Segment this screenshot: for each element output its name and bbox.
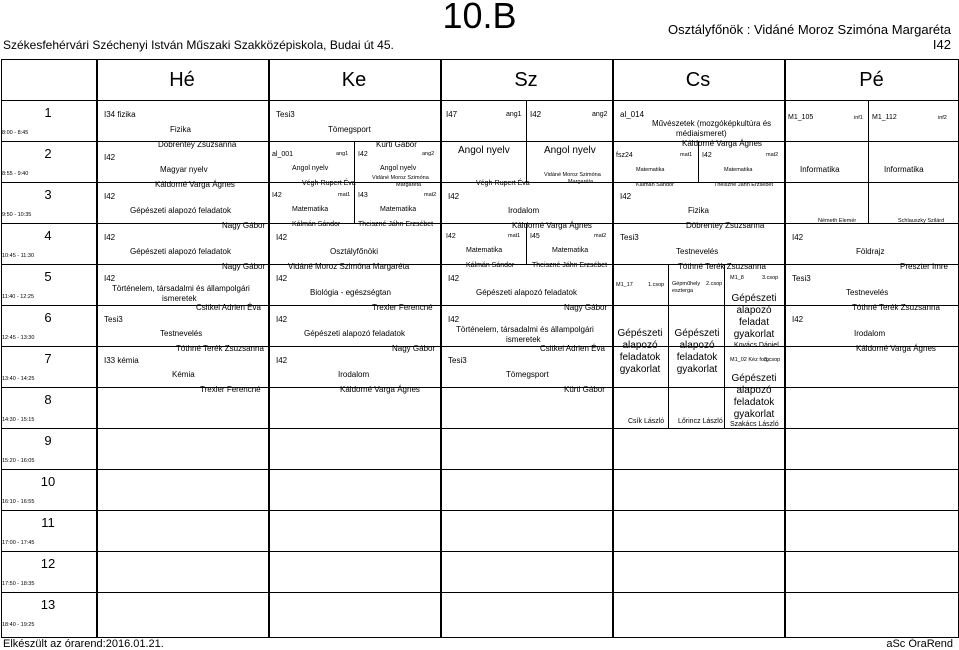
day-header-monday: Hé: [169, 69, 195, 91]
teacher: Trexler Ferencné: [372, 303, 433, 312]
room: I42: [448, 192, 460, 201]
teacher: Végh-Rupert Éva: [302, 180, 356, 187]
period-time: 13:40 - 14:25: [2, 376, 35, 382]
room: I47: [446, 110, 458, 119]
subject: ismeretek: [162, 294, 197, 303]
room: I42: [104, 233, 116, 242]
subject: Gépészeti alapozó feladatok: [130, 206, 231, 215]
teacher: Nagy Gábor: [222, 221, 266, 230]
teacher: Kálmán Sándor: [636, 182, 674, 188]
room: I45: [530, 233, 540, 240]
room: M1_17: [616, 282, 633, 288]
room: esztergа: [672, 288, 694, 294]
teacher: Kálmán Sándor: [466, 262, 515, 269]
subject: Angol nyelv: [292, 165, 329, 172]
teacher: Vidáné Moroz Szimóna: [372, 175, 429, 181]
period-time: 18:40 - 19:25: [2, 622, 35, 628]
period-time: 9:50 - 10:35: [2, 212, 32, 218]
group: mat1: [680, 152, 693, 158]
subject: Földrajz: [856, 247, 885, 256]
subject-line: alapozó: [736, 305, 772, 316]
room: I42: [276, 315, 288, 324]
subject: ismeretek: [506, 335, 541, 344]
subject: Történelem, társadalmi és állampolgári: [112, 284, 250, 293]
room: M1_112: [872, 114, 897, 121]
subject: médiaismeret): [676, 129, 727, 138]
period-time: 17:00 - 17:45: [2, 540, 35, 546]
group: inf1: [854, 115, 863, 121]
subject: Testnevelés: [676, 247, 719, 256]
group: mat1: [508, 233, 521, 239]
teacher: Csitkei Adrien Éva: [540, 344, 605, 353]
group: ang1: [506, 111, 522, 118]
subject: Matematika: [552, 247, 589, 254]
teacher: Preszter Imre: [900, 262, 949, 271]
grid-line: [1, 592, 958, 593]
subject-line: feladatok: [733, 397, 775, 408]
grid-line: [1, 428, 958, 429]
school-name: Székesfehérvári Széchenyi István Műszaki Szakközépiskola, Budai út 45.: [3, 38, 394, 52]
subject: Gépészeti alapozó feladatok: [130, 247, 231, 256]
period-number: 8: [44, 392, 52, 407]
subject-line: feladatok: [619, 352, 661, 363]
subject-line: Gépészeti: [731, 373, 777, 384]
grid-line: [526, 100, 527, 182]
subject: Történelem, társadalmi és állampolgári: [456, 325, 594, 334]
room: I42: [448, 315, 460, 324]
grid-line: [1, 223, 958, 224]
subject: Testnevelés: [160, 329, 203, 338]
teacher: Theiszné Jáhn Erzsébet: [714, 182, 774, 188]
teacher: Margaréta: [568, 179, 594, 185]
teacher: Nagy Gábor: [392, 344, 436, 353]
period-number: 13: [40, 597, 56, 612]
period-time: 16:10 - 16:55: [2, 499, 35, 505]
subject: Biológia - egészségtan: [310, 288, 391, 297]
group: mat2: [424, 192, 437, 198]
subject: Irodalom: [508, 206, 540, 215]
period-time: 17:50 - 18:35: [2, 581, 35, 587]
group: ang1: [336, 151, 349, 157]
subject-line: gyakorlat: [733, 329, 775, 340]
footer-brand: aSc ÓraRend: [886, 638, 953, 650]
room: I42: [448, 274, 460, 283]
period-time: 8:55 - 9:40: [2, 171, 29, 177]
room: al_001: [272, 151, 294, 158]
period-number: 9: [44, 433, 52, 448]
period-number: 5: [44, 269, 52, 284]
group: mat1: [338, 192, 351, 198]
room: I43: [358, 192, 368, 199]
subject-line: alapozó: [622, 340, 658, 351]
period-time: 8:00 - 8:45: [2, 130, 29, 136]
period-time: 10:45 - 11:30: [2, 253, 35, 259]
period-number: 4: [44, 228, 52, 243]
teacher: Margaréta: [396, 182, 422, 188]
grid-line: [1, 510, 958, 511]
room: I34 fizika: [104, 110, 136, 119]
period-time: 11:40 - 12:25: [2, 294, 35, 300]
subject: Informatika: [884, 165, 924, 174]
room: I33 kémia: [104, 356, 139, 365]
room: Tesi3: [104, 315, 123, 324]
group: 2.csop: [706, 281, 723, 287]
subject-line: gyakorlat: [619, 364, 661, 375]
teacher: Trexler Ferencné: [200, 385, 261, 394]
teacher: Németh Elemér: [818, 218, 857, 224]
period-time: 12:45 - 13:30: [2, 335, 35, 341]
group: mat2: [594, 233, 607, 239]
room: I42: [104, 192, 116, 201]
subject: Kémia: [172, 370, 195, 379]
subject: Angol nyelv: [544, 145, 596, 156]
teacher: Nagy Gábor: [564, 303, 608, 312]
grid-line: [668, 264, 669, 428]
period-number: 12: [40, 556, 56, 571]
subject: Irodalom: [854, 329, 886, 338]
subject-line: gyakorlat: [733, 409, 775, 420]
subject: Magyar nyelv: [160, 165, 208, 174]
teacher: Káldorné Varga Ágnes: [682, 139, 762, 148]
room: I42: [272, 192, 282, 199]
period-number: 6: [44, 310, 52, 325]
subject: Irodalom: [338, 370, 370, 379]
day-header-friday: Pé: [859, 69, 884, 91]
subject: Gépészeti alapozó feladatok: [304, 329, 405, 338]
subject-line: feladatok: [676, 352, 718, 363]
teacher: Vidáné Moroz Szimóna: [544, 172, 601, 178]
grid-line: [868, 100, 869, 223]
subject: Fizika: [688, 206, 709, 215]
teacher: Schlauszky Szilárd: [898, 218, 945, 224]
subject-line: Gépészeti: [674, 328, 720, 339]
group: 3.csop: [764, 357, 781, 363]
room: I42: [104, 274, 116, 283]
day-header-thursday: Cs: [685, 69, 711, 91]
room: Tesi3: [792, 274, 811, 283]
group: inf2: [938, 115, 947, 121]
room: I42: [276, 233, 288, 242]
room: al_014: [620, 110, 645, 119]
period-number: 3: [44, 187, 52, 202]
room: I42: [276, 274, 288, 283]
subject-line: alapozó: [736, 385, 772, 396]
class-room: I42: [932, 37, 951, 52]
footer-created: Elkészült az órarend:2016.01.21.: [3, 638, 164, 650]
period-number: 1: [44, 105, 52, 120]
room: fsz24: [616, 152, 633, 159]
subject: Fizika: [170, 125, 191, 134]
room: I42: [446, 233, 456, 240]
teacher: Theiszné Jáhn Erzsébet: [358, 221, 434, 228]
room: I42: [358, 151, 368, 158]
subject-line: feladat: [738, 317, 770, 328]
group: ang2: [422, 151, 435, 157]
room: I42: [276, 356, 288, 365]
room: I42: [702, 152, 712, 159]
subject: Művészetek (mozgóképkultúra és: [652, 119, 772, 128]
subject: Tömegsport: [328, 125, 371, 134]
room: Tesi3: [620, 233, 639, 242]
room: Tesi3: [448, 356, 467, 365]
subject-line: Gépészeti: [731, 293, 777, 304]
teacher: Káldorné Varga Ágnes: [155, 180, 235, 189]
grid-line: [1, 387, 958, 388]
grid-line: [1, 305, 958, 306]
subject: Informatika: [800, 165, 840, 174]
teacher: Káldorné Varga Ágnes: [856, 344, 936, 353]
grid-line: [1, 141, 958, 142]
period-number: 2: [44, 146, 52, 161]
period-time: 15:20 - 16:05: [2, 458, 35, 464]
room: M1_8: [730, 275, 744, 281]
teacher: Döbrentey Zsuzsanna: [686, 221, 765, 230]
teacher: Szakács László: [730, 421, 779, 428]
subject: Matematika: [466, 247, 503, 254]
room: M1_02 Kéz forg: [730, 357, 769, 363]
teacher: Végh-Rupert Éva: [476, 180, 530, 187]
subject: Matematika: [292, 206, 329, 213]
subject: Osztályfőnöki: [330, 247, 379, 256]
teacher: Döbrentey Zsuzsanna: [158, 140, 237, 149]
subject: Angol nyelv: [380, 165, 417, 172]
teacher: Tóthné Terék Zsuzsanna: [678, 262, 766, 271]
teacher: Káldorné Varga Ágnes: [340, 385, 420, 394]
group: 1.csop: [648, 282, 665, 288]
teacher: Vidáné Moroz Szimóna Margaréta: [288, 262, 410, 271]
room: I42: [104, 153, 116, 162]
teacher: Lőrincz László: [678, 418, 723, 425]
teacher: Tóthné Terék Zsuzsanna: [852, 303, 940, 312]
room: I42: [792, 315, 804, 324]
room: M1_105: [788, 114, 814, 121]
teacher: Káldorné Varga Ágnes: [512, 221, 592, 230]
group: mat2: [766, 152, 779, 158]
subject-line: Gépészeti: [617, 328, 663, 339]
subject: Gépészeti alapozó feladatok: [476, 288, 577, 297]
teacher: Kürti Gábor: [376, 140, 417, 149]
subject-line: gyakorlat: [676, 364, 718, 375]
room: I42: [530, 110, 542, 119]
teacher: Theiszné Jáhn Erzsébet: [532, 262, 608, 269]
room: Gépműhely: [672, 281, 701, 287]
day-header-tuesday: Ke: [341, 69, 367, 91]
period-number: 7: [44, 351, 52, 366]
teacher: Tóthné Terék Zsuzsanna: [176, 344, 264, 353]
period-time: 14:30 - 15:15: [2, 417, 35, 423]
room: I42: [792, 233, 804, 242]
group: ang2: [592, 111, 608, 118]
grid-line: [1, 100, 958, 101]
grid-line: [1, 469, 958, 470]
teacher: Csitkei Adrien Éva: [196, 303, 261, 312]
day-header-wednesday: Sz: [514, 69, 538, 91]
class-title: 10.B: [442, 0, 517, 36]
subject: Tömegsport: [506, 370, 549, 379]
form-teacher: Osztályfőnök : Vidáné Moroz Szimóna Margaréta: [667, 22, 951, 37]
teacher: Kovács Dániel: [734, 342, 779, 349]
subject-line: alapozó: [679, 340, 715, 351]
grid-line: [1, 346, 958, 347]
period-number: 11: [41, 515, 55, 530]
room: I42: [620, 192, 632, 201]
grid-line: [1, 551, 958, 552]
subject: Testnevelés: [846, 288, 889, 297]
teacher: Kálmán Sándor: [292, 221, 341, 228]
group: 3.csop: [762, 275, 779, 281]
subject: Matematika: [724, 167, 753, 173]
room: Tesi3: [276, 110, 295, 119]
teacher: Kürti Gábor: [564, 385, 605, 394]
teacher: Nagy Gábor: [222, 262, 266, 271]
period-number: 10: [40, 474, 56, 489]
subject: Matematika: [380, 206, 417, 213]
teacher: Csík László: [628, 418, 665, 425]
subject: Matematika: [636, 167, 665, 173]
subject: Angol nyelv: [458, 145, 510, 156]
